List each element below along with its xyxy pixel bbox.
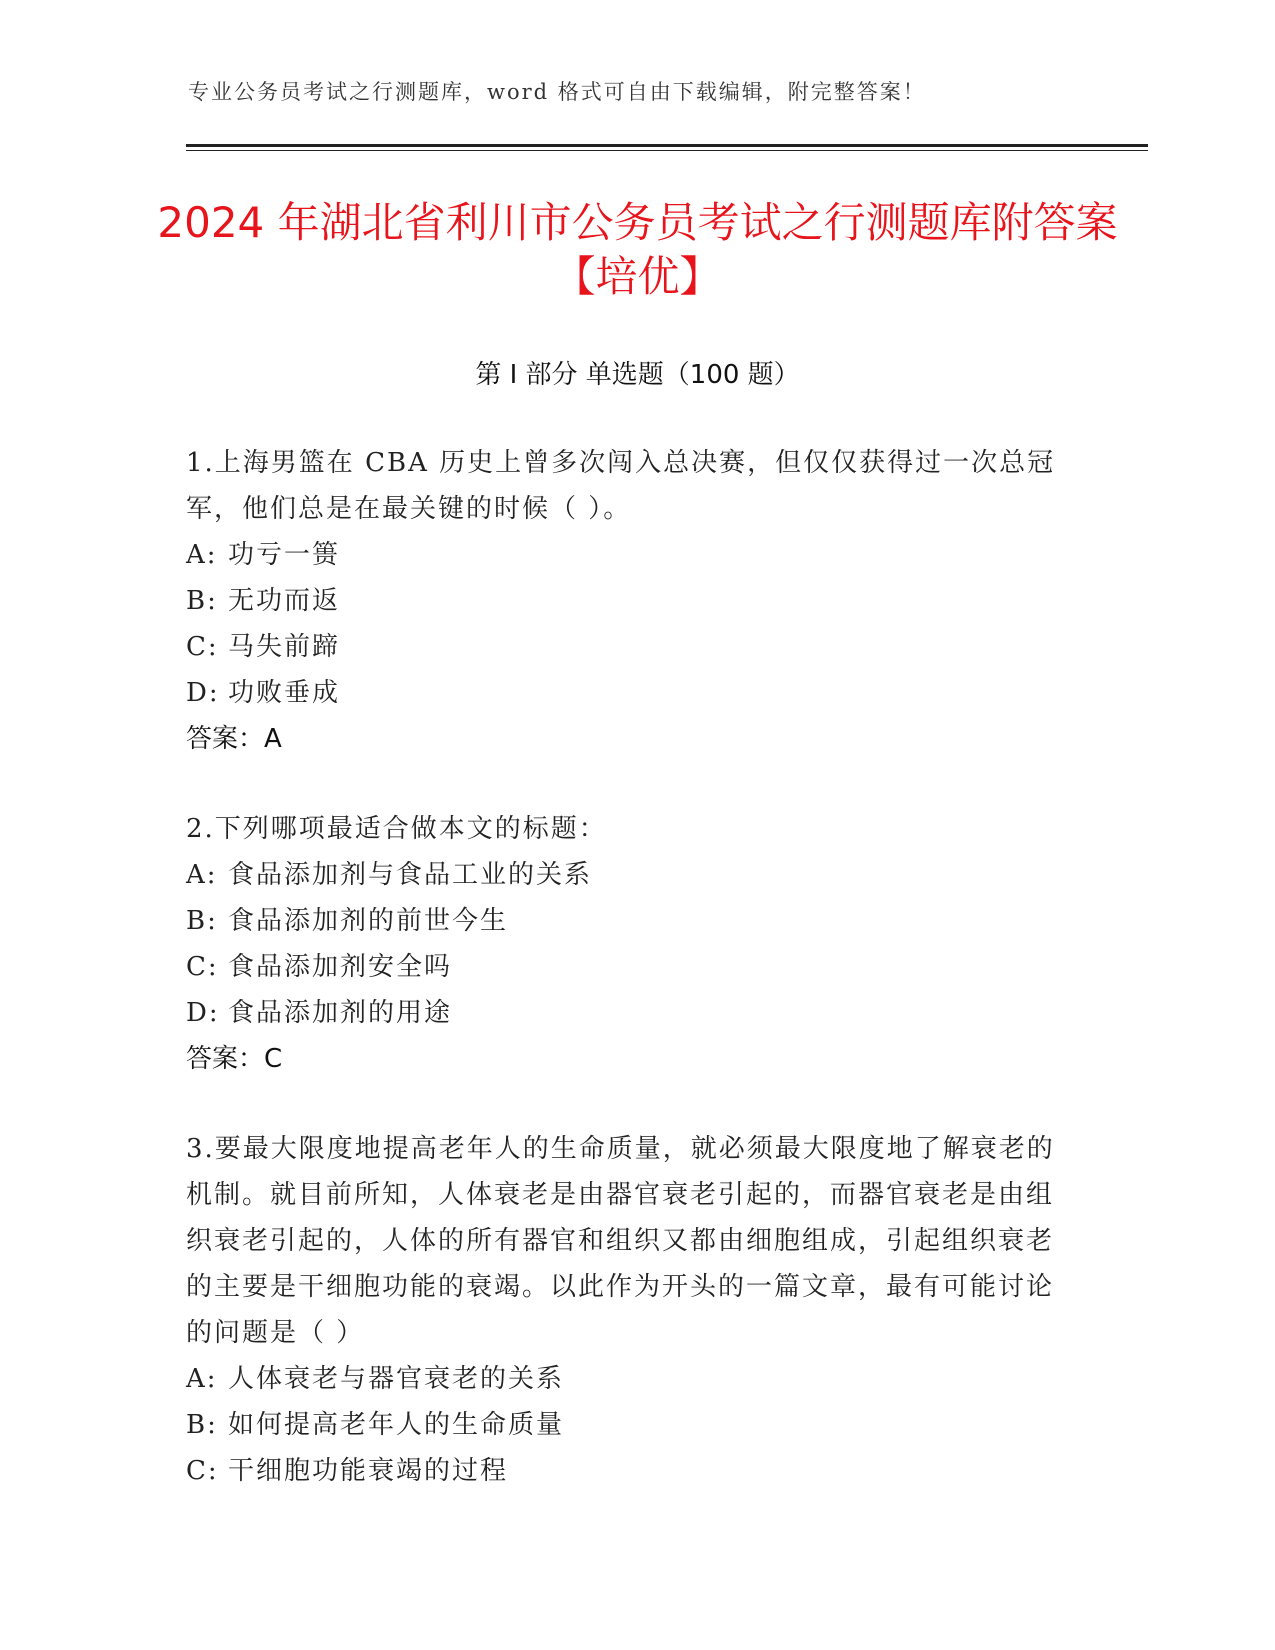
option-key: C: bbox=[186, 632, 219, 662]
option-text: 功败垂成 bbox=[228, 678, 341, 708]
option-text: 食品添加剂与食品工业的关系 bbox=[228, 860, 593, 890]
section-title: 第 I 部分 单选题（100 题） bbox=[475, 360, 800, 390]
option-b bbox=[186, 1402, 1066, 1448]
answer-line: 答案：A bbox=[186, 724, 282, 754]
option-text: 无功而返 bbox=[228, 586, 341, 616]
option-text: 食品添加剂的用途 bbox=[228, 998, 453, 1028]
question-1 bbox=[186, 440, 1066, 762]
option-d bbox=[186, 670, 1066, 716]
option-c bbox=[186, 944, 1066, 990]
option-key: B: bbox=[186, 906, 218, 936]
option-key: D: bbox=[186, 678, 220, 708]
option-key: B: bbox=[186, 1410, 218, 1440]
option-key: B: bbox=[186, 586, 218, 616]
question-stem: 1.上海男篮在 CBA 历史上曾多次闯入总决赛，但仅仅获得过一次总冠军，他们总是在最关键的时候（ ）。 bbox=[186, 448, 1056, 524]
option-a bbox=[186, 1356, 1066, 1402]
option-key: A: bbox=[186, 1364, 218, 1394]
option-key: D: bbox=[186, 998, 220, 1028]
option-c bbox=[186, 624, 1066, 670]
header-note: 专业公务员考试之行测题库，word 格式可自由下载编辑，附完整答案！ bbox=[188, 80, 926, 104]
question-stem: 3.要最大限度地提高老年人的生命质量，就必须最大限度地了解衰老的机制。就目前所知，人体衰老是由器官衰老引起的，而器官衰老是由组织衰老引起的，人体的所有器官和组织又都由细胞组成，引起组织衰老的主要是干细胞功能的衰竭。以此作为开头的一篇文章，最有可能讨论的问题是（ ） bbox=[186, 1134, 1055, 1348]
option-c bbox=[186, 1448, 1066, 1494]
option-text: 如何提高老年人的生命质量 bbox=[228, 1410, 565, 1440]
option-text: 食品添加剂安全吗 bbox=[228, 952, 453, 982]
document-title: 2024 年湖北省利川市公务员考试之行测题库附答案【培优】 bbox=[157, 198, 1118, 301]
answer-line: 答案：C bbox=[186, 1044, 283, 1074]
header-divider-thick bbox=[186, 144, 1148, 147]
question-2 bbox=[186, 806, 1066, 1082]
option-key: C: bbox=[186, 952, 219, 982]
option-a bbox=[186, 532, 1066, 578]
option-key: C: bbox=[186, 1456, 219, 1486]
option-d bbox=[186, 990, 1066, 1036]
question-3 bbox=[186, 1126, 1066, 1494]
question-stem: 2.下列哪项最适合做本文的标题： bbox=[186, 814, 607, 844]
option-text: 食品添加剂的前世今生 bbox=[228, 906, 509, 936]
option-key: A: bbox=[186, 860, 218, 890]
option-key: A: bbox=[186, 540, 218, 570]
option-b bbox=[186, 898, 1066, 944]
option-a bbox=[186, 852, 1066, 898]
question-list bbox=[186, 440, 1066, 1538]
option-b bbox=[186, 578, 1066, 624]
header-divider-thin bbox=[186, 150, 1148, 151]
option-text: 干细胞功能衰竭的过程 bbox=[228, 1456, 509, 1486]
option-text: 马失前蹄 bbox=[228, 632, 341, 662]
option-text: 人体衰老与器官衰老的关系 bbox=[228, 1364, 565, 1394]
option-text: 功亏一篑 bbox=[228, 540, 341, 570]
